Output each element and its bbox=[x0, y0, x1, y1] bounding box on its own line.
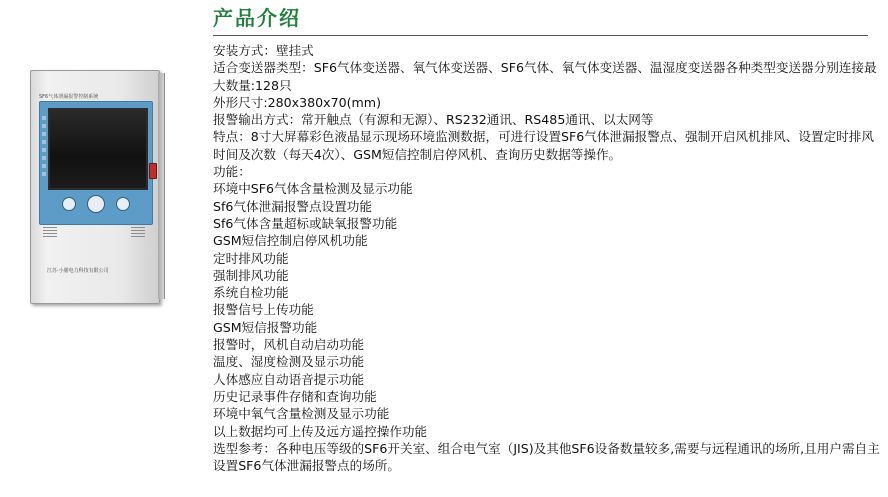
feature-line: 人体感应自动语音提示功能 bbox=[213, 371, 365, 387]
device-maker-text: 江苏·小膳电力科技有限公司 bbox=[47, 268, 109, 274]
product-description bbox=[213, 42, 885, 474]
spec-line: 报警输出方式：常开触点（有源和无源）、RS232通讯、RS485通讯、以太网等 bbox=[213, 112, 654, 128]
feature-line: Sf6气体泄漏报警点设置功能 bbox=[213, 198, 372, 214]
feature-line: 温度、湿度检测及显示功能 bbox=[213, 354, 365, 370]
title-divider bbox=[213, 35, 868, 36]
spec-line: 外形尺寸:280x380x70(mm) bbox=[213, 94, 381, 110]
feature-line: 环境中SF6气体含量检测及显示功能 bbox=[213, 181, 413, 197]
spec-line: 功能： bbox=[213, 164, 251, 180]
selection-reference: 选型参考：各种电压等级的SF6开关室、组合电气室（JIS)及其他SF6设备数量较多,需要与远程通讯的场所,且用户需自主设置SF6气体泄漏报警点的场所。 bbox=[213, 440, 880, 474]
feature-line: 历史记录事件存储和查询功能 bbox=[213, 388, 377, 404]
feature-line: 以上数据均可上传及远方遥控操作功能 bbox=[213, 423, 428, 439]
feature-line: 定时排风功能 bbox=[213, 250, 289, 266]
feature-line: 环境中氧气含量检测及显示功能 bbox=[213, 406, 390, 422]
feature-line: GSM短信报警功能 bbox=[213, 319, 318, 335]
feature-line: 强制排风功能 bbox=[213, 267, 289, 283]
device-lcd-screen bbox=[48, 108, 148, 190]
product-image bbox=[30, 70, 160, 304]
device-speaker-icon bbox=[43, 227, 57, 239]
device-header-text: SF6气体泄漏报警控制系统 bbox=[39, 94, 99, 100]
device-button-icon bbox=[116, 197, 130, 211]
spec-line: 安装方式：壁挂式 bbox=[213, 43, 314, 58]
feature-line: Sf6气体含量超标或缺氧报警功能 bbox=[213, 215, 398, 231]
device-speaker-icon bbox=[131, 227, 145, 239]
device-side-keys bbox=[42, 116, 46, 176]
feature-line: 报警信号上传功能 bbox=[213, 302, 314, 318]
device-button-icon bbox=[87, 195, 105, 213]
feature-line: 系统自检功能 bbox=[213, 285, 289, 301]
spec-line: 适合变送器类型：SF6气体变送器、氧气体变送器、SF6气体、氧气体变送器、温湿度变送器各种类型变送器分别连接最大数量:128只 bbox=[213, 60, 877, 93]
device-front-panel bbox=[39, 101, 153, 225]
section-title: 产品介绍 bbox=[213, 6, 301, 30]
feature-line: 报警时，风机自动启动功能 bbox=[213, 337, 365, 353]
device-power-switch-icon bbox=[149, 163, 157, 179]
device-button-icon bbox=[62, 197, 76, 211]
device-side-edge bbox=[158, 73, 165, 299]
device-buttons bbox=[62, 194, 130, 214]
feature-line: GSM短信控制启停风机功能 bbox=[213, 233, 368, 249]
spec-line: 特点：8寸大屏幕彩色液晶显示现场环境监测数据，可进行设置SF6气体泄漏报警点、强制开启风机排风、设置定时排风时间及次数（每天4次）、GSM短信控制启停风机、查询历史数据等操作。 bbox=[213, 129, 874, 162]
